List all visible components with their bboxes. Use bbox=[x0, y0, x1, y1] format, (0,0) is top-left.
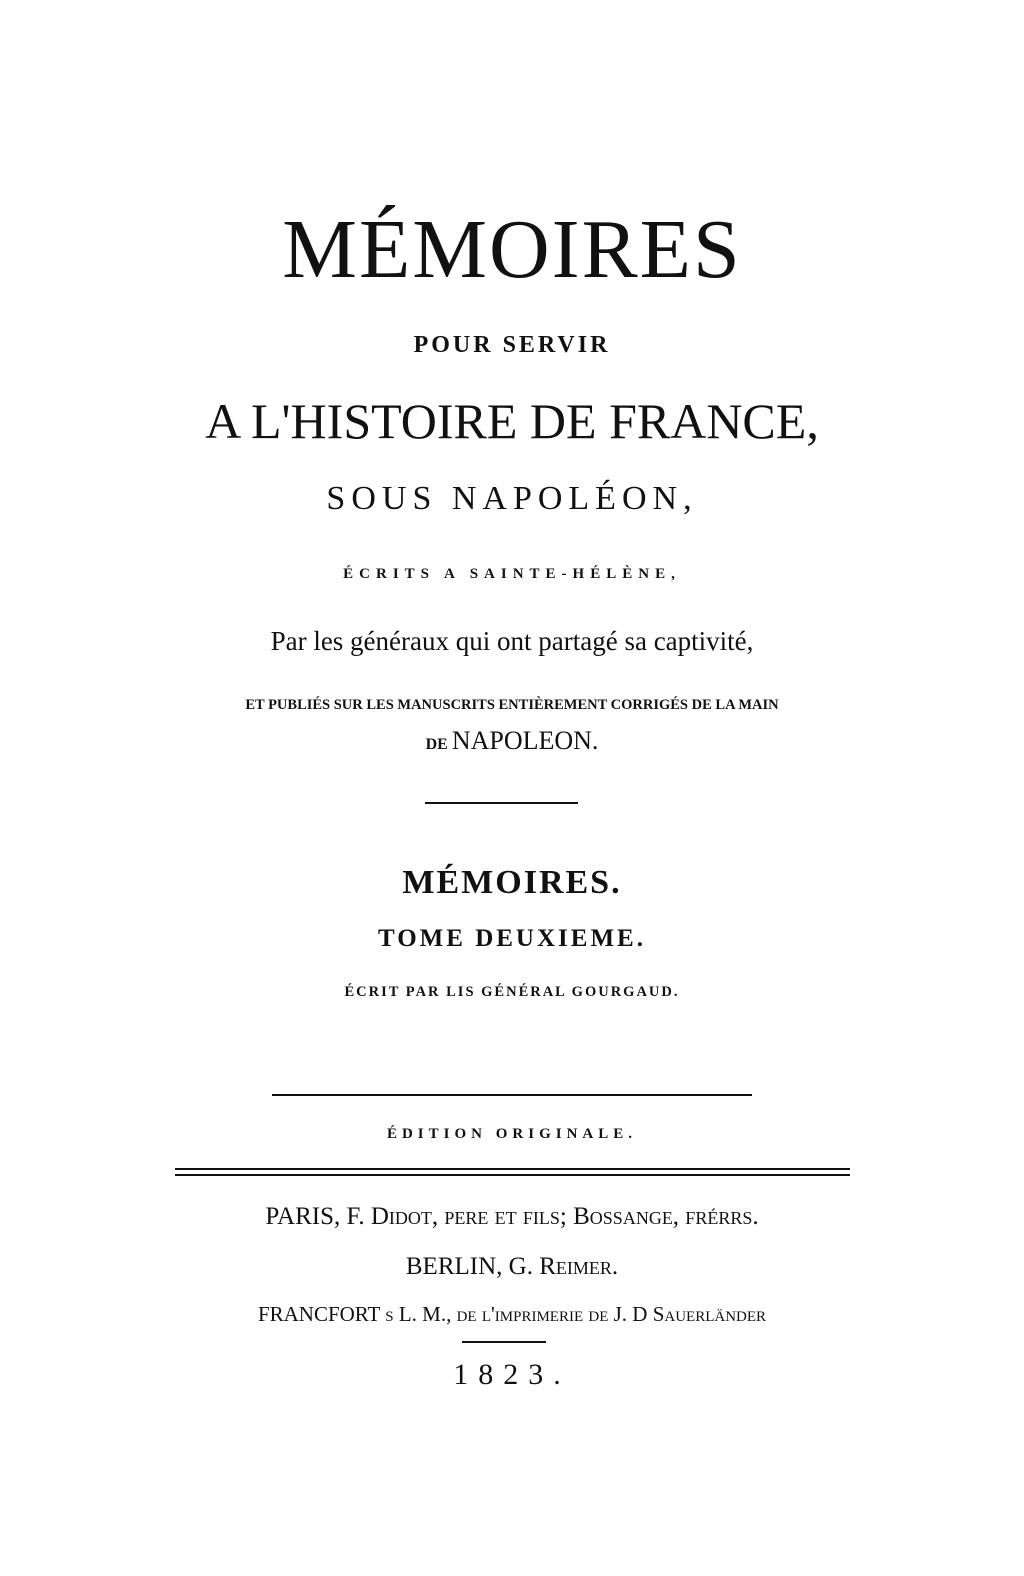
divider-double-top bbox=[175, 1168, 850, 1170]
divider-year bbox=[462, 1341, 546, 1343]
volume-author: ÉCRIT PAR LIS GÉNÉRAL GOURGAUD. bbox=[344, 984, 680, 1000]
authors-line: Par les généraux qui ont partagé sa captivité, bbox=[270, 626, 754, 656]
imprint-berlin: BERLIN, G. Reimer. bbox=[405, 1253, 619, 1280]
published-line-2 bbox=[0, 728, 1024, 754]
subtitle-histoire: A L'HISTOIRE DE FRANCE, bbox=[205, 393, 819, 449]
divider-double-bottom bbox=[175, 1174, 850, 1176]
volume-heading: MÉMOIRES. bbox=[402, 864, 622, 901]
divider-long bbox=[272, 1094, 752, 1096]
book-title: MÉMOIRES bbox=[282, 203, 742, 296]
publication-year: 1823. bbox=[453, 1358, 571, 1391]
published-line-1: ET PUBLIÉS SUR LES MANUSCRITS ENTIÈREMENT CORRIGÉS DE LA MAIN bbox=[245, 697, 779, 713]
published-prefix: DE bbox=[425, 736, 448, 753]
subtitle-pour-servir: POUR SERVIR bbox=[413, 332, 611, 358]
subtitle-napoleon: SOUS NAPOLÉON, bbox=[326, 480, 698, 517]
volume-number: TOME DEUXIEME. bbox=[378, 925, 646, 952]
imprint-francfort: FRANCFORT s L. M., de l'imprimerie de J. D Sauerländer bbox=[257, 1302, 767, 1326]
published-name: NAPOLEON. bbox=[451, 726, 599, 755]
subtitle-sainte-helene: ÉCRITS A SAINTE-HÉLÈNE, bbox=[343, 566, 681, 582]
divider-short bbox=[425, 802, 578, 804]
imprint-paris: PARIS, F. Didot, pere et fils; Bossange, frérrs. bbox=[265, 1203, 759, 1230]
edition-label: ÉDITION ORIGINALE. bbox=[386, 1126, 638, 1142]
